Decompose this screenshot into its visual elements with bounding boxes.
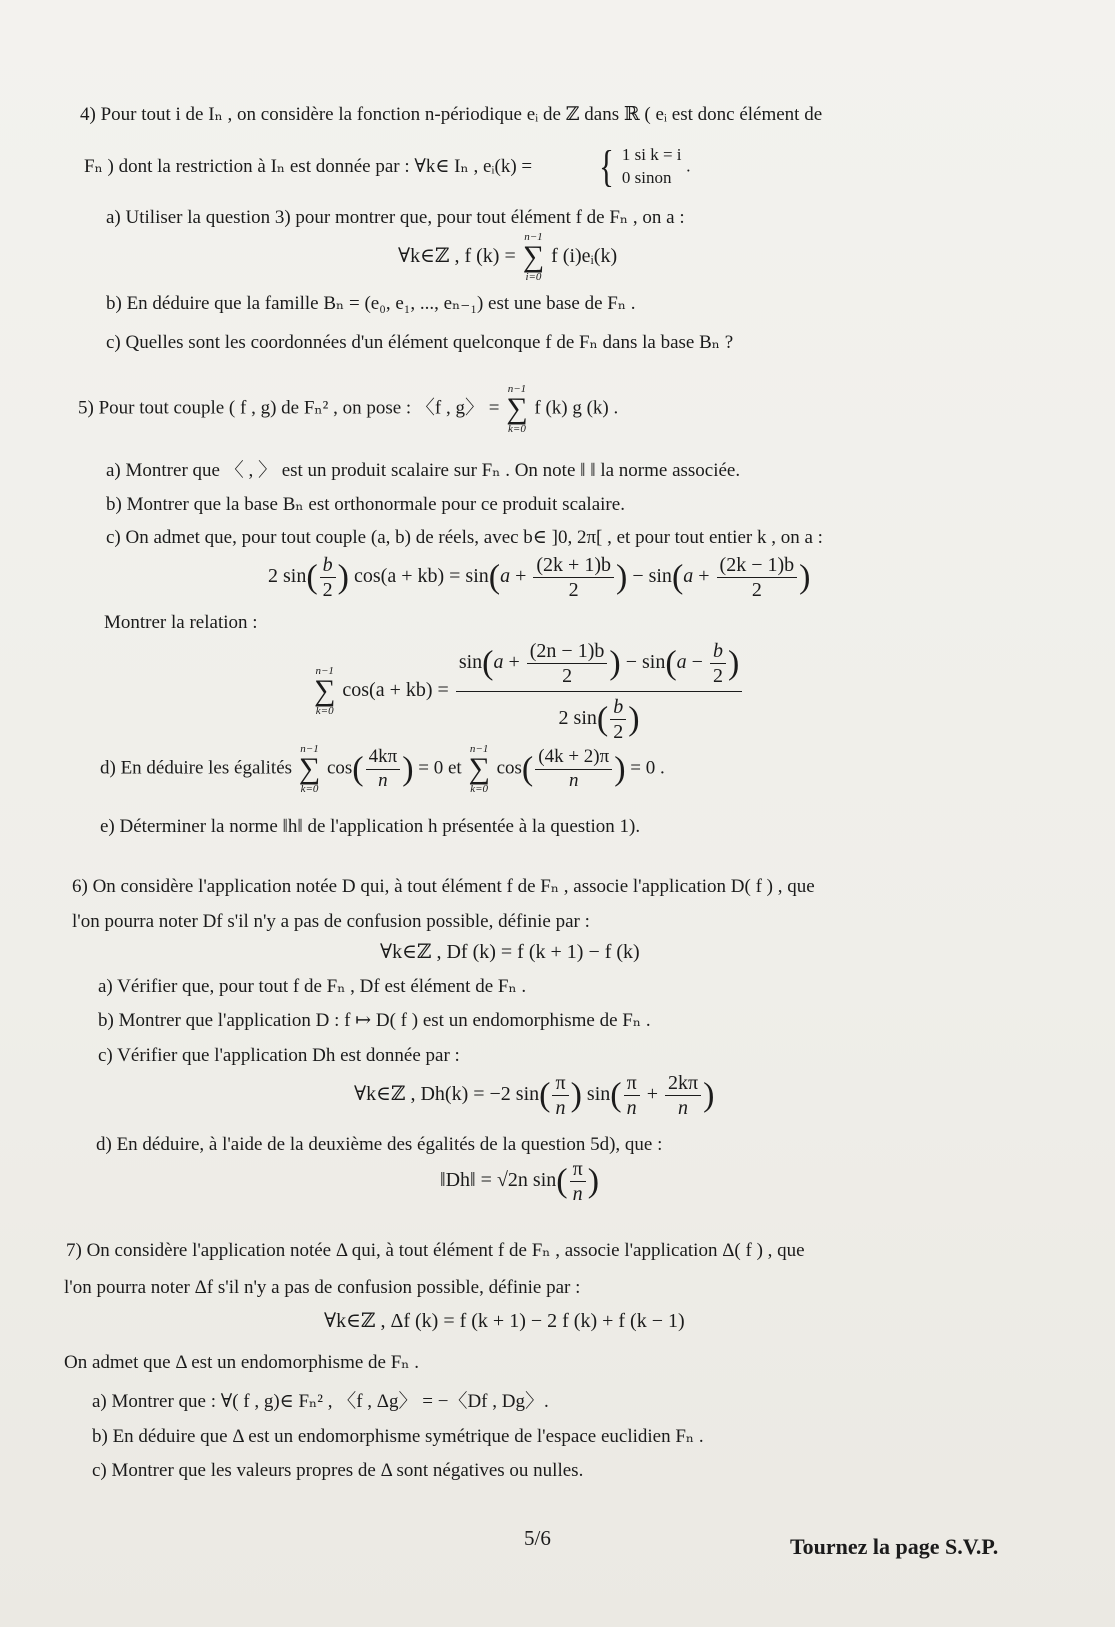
frac-2k-pi-over-n: $\frac{2k\pi}{n}$ (665, 1072, 701, 1119)
q6-d-equation: ‖Dh‖ = √2n sin( $\frac{\pi}{n}$ ) (440, 1158, 600, 1205)
sum-bottom: k=0 (315, 704, 334, 717)
q7-line2: l'on pourra noter Δf s'il n'y a pas de confusion possible, définie par : (64, 1277, 581, 1298)
sum-top: n−1 (507, 383, 527, 395)
sum-symbol-icon: n−1 ∑ k=0 (506, 383, 528, 435)
q6-line2: l'on pourra noter Df s'il n'y a pas de confusion possible, définie par : (72, 911, 590, 932)
frac-pi-over-n: $\frac{\pi}{n}$ (624, 1072, 640, 1119)
q6-line1: 6) On considère l'application notée D qui, à tout élément f de Fₙ , associe l'application D( f ) , que (72, 876, 815, 897)
sum-symbol-icon: n−1 ∑ k=0 (298, 743, 321, 795)
q5-c-relation: Montrer la relation : (104, 612, 258, 633)
q4-case-2: 0 sinon (621, 167, 672, 187)
q4-a-eq-left: ∀k∈ℤ , f (k) = (398, 244, 516, 267)
sum-top: n−1 (315, 665, 334, 678)
q4-line2 (84, 156, 532, 179)
q6-b: b) Montrer que l'application D : f ↦ D( f ) est un endomorphisme de Fₙ . (98, 1010, 651, 1031)
q4-cases: { 1 si k = i 0 sinon . (599, 141, 691, 191)
q6-c-eq-left: ∀k∈ℤ , Dh(k) = −2 sin (354, 1083, 540, 1106)
q6-definition: ∀k∈ℤ , Df (k) = f (k + 1) − f (k) (380, 941, 640, 963)
q6-a: a) Vérifier que, pour tout f de Fₙ , Df est élément de Fₙ . (98, 976, 527, 997)
q7-a: a) Montrer que : ∀( f , g)∈ Fₙ² , 〈f , Δg〉 = −〈Df , Dg〉. (92, 1391, 549, 1412)
q5-b: b) Montrer que la base Bₙ est orthonormale pour ce produit scalaire. (106, 494, 625, 515)
q4-cases-values (622, 144, 682, 190)
turn-page-note: Tournez la page S.V.P. (790, 1534, 999, 1559)
q5-d: d) En déduire les égalités n−1 ∑ k=0 cos( $\frac{4k\pi}{n}$ ) = 0 et n−1 ∑ k=0 cos( $\frac{(4k + 2)\pi}{n}$ ) = 0 . (100, 743, 665, 795)
left-brace-icon: { (599, 141, 614, 191)
q7-c: c) Montrer que les valeurs propres de Δ sont négatives ou nulles. (92, 1460, 584, 1481)
q5-intro-right: f (k) g (k) . (534, 397, 619, 419)
q4-a-equation (398, 232, 617, 283)
q4-case-1: 1 si k = i (621, 145, 682, 164)
q5-c: c) On admet que, pour tout couple (a, b) de réels, avec b∈ ]0, 2π[ , et pour tout entier k , on a : (106, 527, 823, 548)
q7-admit: On admet que Δ est un endomorphisme de Fₙ . (64, 1352, 419, 1373)
q6-d: d) En déduire, à l'aide de la deuxième des égalités de la question 5d), que : (96, 1134, 663, 1155)
sum-bottom: k=0 (508, 422, 526, 435)
q4-line2-text: Fₙ ) dont la restriction à Iₙ est donnée par : ∀k∈ Iₙ , eᵢ(k) = (84, 156, 533, 177)
q5-c-identity: 2 sin( $\frac{b}{2}$ ) cos(a + kb) = sin(a + $\frac{(2k + 1)b}{2}$ ) − sin(a + $\frac{(2k - 1)b}{2}$ ) (268, 554, 811, 601)
q4-b: b) En déduire que la famille Bₙ = (e₀, e₁, ..., eₙ₋₁) est une base de Fₙ . (106, 293, 636, 314)
sum-bottom: i=0 (525, 270, 542, 283)
q5-e: e) Déterminer la norme ‖h‖ de l'application h présentée à la question 1). (100, 816, 641, 837)
sum-symbol-icon: n−1 ∑ k=0 (468, 743, 490, 795)
q4-a-eq-right: f (i)eᵢ(k) (551, 244, 618, 267)
frac-2k-minus-1-b: $\frac{(2k - 1)b}{2}$ (717, 554, 798, 601)
sum-top: n−1 (524, 231, 543, 243)
q7-b: b) En déduire que Δ est un endomorphisme symétrique de l'espace euclidien Fₙ . (92, 1426, 704, 1447)
page-number: 5/6 (524, 1526, 551, 1550)
sum-symbol-icon: n−1 ∑ i=0 (522, 231, 545, 283)
frac-4k-pi-over-n: $\frac{4k\pi}{n}$ (366, 747, 401, 792)
q5-intro (78, 384, 618, 435)
q7-definition: ∀k∈ℤ , Δf (k) = f (k + 1) − 2 f (k) + f (k − 1) (324, 1310, 685, 1332)
q4-line1: 4) Pour tout i de Iₙ , on considère la fonction n-périodique eᵢ de ℤ dans ℝ ( eᵢ est donc élément de (80, 104, 823, 125)
q6-c-equation: ∀k∈ℤ , Dh(k) = −2 sin( $\frac{\pi}{n}$ ) sin( $\frac{\pi}{n}$ + $\frac{2k\pi}{n}$ ) (354, 1072, 715, 1119)
q7-line1: 7) On considère l'application notée Δ qui, à tout élément f de Fₙ , associe l'application Δ( f ) , que (66, 1240, 805, 1261)
q5-d-mid: = 0 et (418, 757, 462, 779)
q5-c-relation-equation: n−1 ∑ k=0 cos(a + kb) = sin(a + $\frac{(2n - 1)b}{2}$ ) − sin(a − $\frac{b}{2}$ ) 2 sin( $\frac{b}{2}$ ) (312, 640, 744, 743)
frac-relation: sin(a + $\frac{(2n - 1)b}{2}$ ) − sin(a − $\frac{b}{2}$ ) 2 sin( $\frac{b}{2}$ ) (456, 640, 742, 743)
frac-pi-over-n: $\frac{\pi}{n}$ (552, 1072, 568, 1119)
q5-a: a) Montrer que 〈 , 〉 est un produit scalaire sur Fₙ . On note ‖ ‖ la norme associée. (106, 460, 741, 481)
q6-c: c) Vérifier que l'application Dh est donnée par : (98, 1045, 460, 1066)
q6-d-eq-left: ‖Dh‖ = √2n sin (440, 1169, 557, 1192)
q4-c: c) Quelles sont les coordonnées d'un élément quelconque f de Fₙ dans la base Bₙ ? (106, 332, 734, 353)
frac-4k-plus-2-pi-over-n: $\frac{(4k + 2)\pi}{n}$ (535, 747, 612, 792)
frac-2k-plus-1-b: $\frac{(2k + 1)b}{2}$ (533, 554, 614, 601)
q5-intro-left: 5) Pour tout couple ( f , g) de Fₙ² , on pose : 〈f , g〉 = (78, 397, 500, 419)
q5-d-left: d) En déduire les égalités (100, 757, 293, 779)
frac-b-over-2: $\frac{b}{2}$ (320, 554, 336, 601)
q4-a: a) Utiliser la question 3) pour montrer que, pour tout élément f de Fₙ , on a : (106, 207, 685, 228)
sum-symbol-icon: n−1 ∑ k=0 (314, 665, 336, 717)
q5-d-right: = 0 . (630, 757, 665, 779)
frac-pi-over-n: $\frac{\pi}{n}$ (570, 1158, 586, 1205)
